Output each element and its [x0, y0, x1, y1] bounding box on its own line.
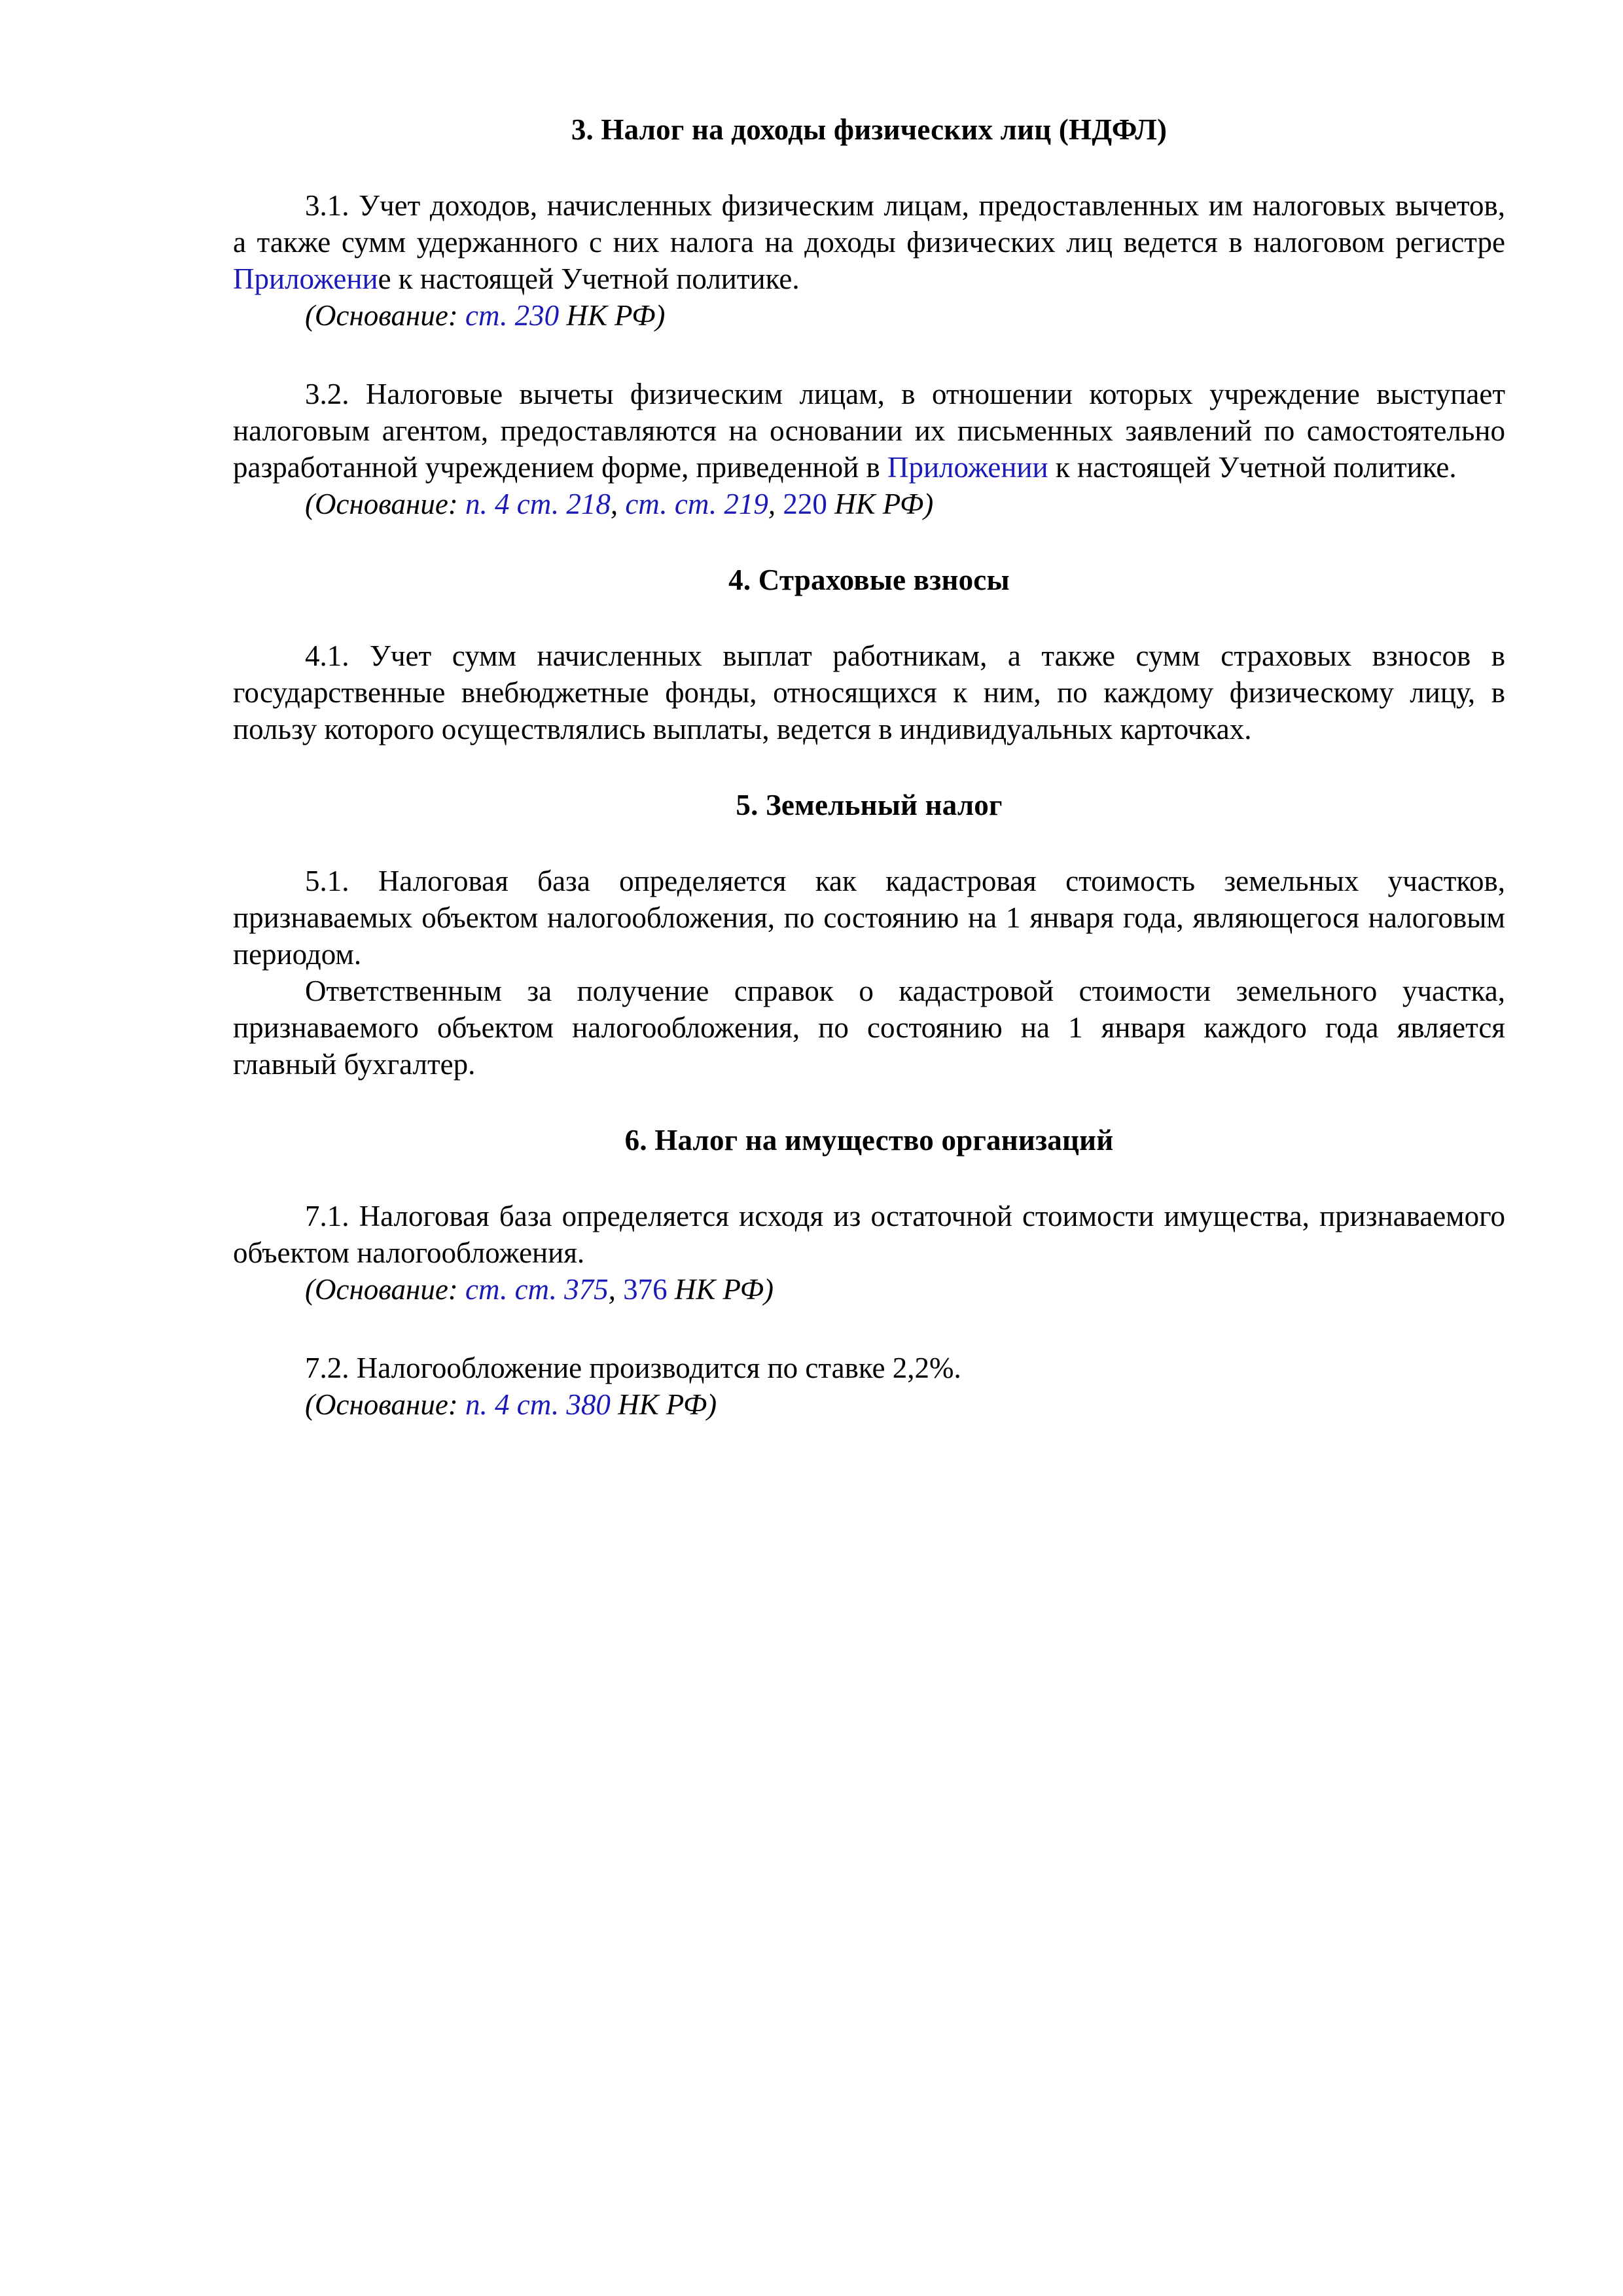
paragraph-7-2: 7.2. Налогообложение производится по ставке 2,2%.: [305, 1352, 961, 1384]
paragraph-7-1: 7.1. Налоговая база определяется исходя из остаточной стоимости имущества, признаваемого объектом налогообложения.: [233, 1200, 1505, 1269]
article-219-link[interactable]: ст. ст. 219: [625, 488, 768, 520]
paragraph-4-1: 4.1. Учет сумм начисленных выплат работникам, а также сумм страховых взносов в государственные внебюджетные фонды, относящихся к ним, по каждому физическому лицу, в пользу которого осуществлялись выплаты, ведется в индивидуальных карточках.: [233, 639, 1505, 745]
basis-7-1: (Основание: ст. ст. 375, 376 НК РФ): [305, 1273, 774, 1306]
section-4-title: 4. Страховые взносы: [728, 564, 1010, 596]
article-376-link[interactable]: 376: [623, 1273, 668, 1306]
paragraph-3-1: 3.1. Учет доходов, начисленных физическим лицам, предоставленных им налоговых вычетов, а также сумм удержанного с них налога на доходы физических лиц ведется в налоговом регистре Приложение к настоящей Учетной политике.: [233, 189, 1505, 295]
paragraph-5-1: 5.1. Налоговая база определяется как кадастровая стоимость земельных участков, признаваемых объектом налогообложения, по состоянию на 1 января года, являющегося налоговым периодом.: [233, 865, 1505, 971]
basis-7-2: (Основание: п. 4 ст. 380 НК РФ): [305, 1388, 717, 1421]
paragraph-3-2: 3.2. Налоговые вычеты физическим лицам, в отношении которых учреждение выступает налоговым агентом, предоставляются на основании их письменных заявлений по самостоятельно разработанной учреждением форме, приведенной в Приложении к настоящей Учетной политике.: [233, 378, 1505, 484]
appendix-link[interactable]: Приложени: [233, 262, 378, 295]
section-6-title: 6. Налог на имущество организаций: [624, 1124, 1114, 1157]
paragraph-5-1-responsible: Ответственным за получение справок о кадастровой стоимости земельного участка, признаваемого объектом налогообложения, по состоянию на 1 января каждого года является главный бухгалтер.: [233, 975, 1505, 1081]
section-3-title: 3. Налог на доходы физических лиц (НДФЛ): [571, 113, 1168, 146]
basis-3-2: (Основание: п. 4 ст. 218, ст. ст. 219, 220 НК РФ): [305, 488, 934, 520]
article-218-link[interactable]: п. 4 ст. 218: [465, 488, 611, 520]
article-375-link[interactable]: ст. ст. 375: [465, 1273, 609, 1306]
document-content: [233, 111, 1505, 1423]
article-220-link[interactable]: 220: [783, 488, 827, 520]
basis-3-1: (Основание: ст. 230 НК РФ): [305, 299, 666, 332]
section-5-title: 5. Земельный налог: [736, 789, 1003, 821]
appendix-link-2[interactable]: Приложении: [887, 451, 1048, 484]
article-380-link[interactable]: п. 4 ст. 380: [465, 1388, 611, 1421]
article-230-link[interactable]: ст. 230: [465, 299, 560, 332]
